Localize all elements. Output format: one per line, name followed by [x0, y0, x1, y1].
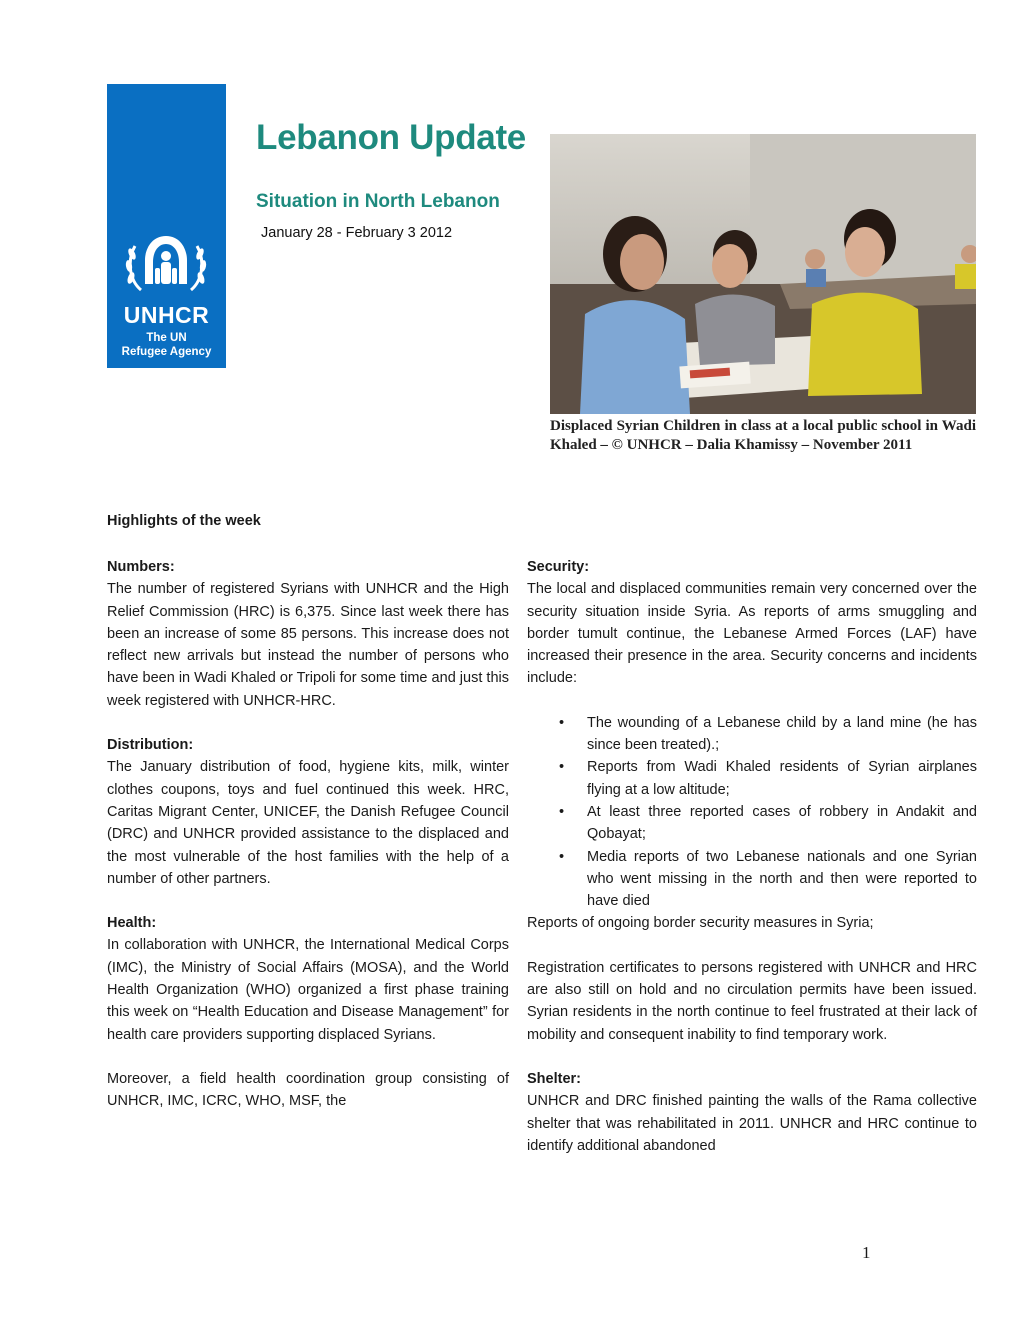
unhcr-logo — [107, 84, 226, 368]
shelter-text: UNHCR and DRC finished painting the walls of the Rama collective shelter that was rehabilitated in 2011. UNHCR and HRC continue to identify additional abandoned — [527, 1093, 977, 1154]
list-item: • The wounding of a Lebanese child by a land mine (he has since been treated).; — [587, 712, 977, 757]
health-heading: Health: — [107, 915, 157, 932]
list-item: • At least three reported cases of robbery in Andakit and Qobayat; — [587, 801, 977, 846]
security-heading: Security: — [527, 559, 590, 575]
unhcr-emblem-icon — [121, 230, 211, 298]
page-subtitle: Situation in North Lebanon — [256, 191, 500, 212]
photo-caption: Displaced Syrian Children in class at a local public school in Wadi Khaled – © UNHCR – Dalia Khamissy – November 2011 — [550, 418, 976, 453]
list-item: • Reports from Wadi Khaled residents of Syrian airplanes flying at a low altitude; — [587, 756, 977, 801]
logo-name: UNHCR — [123, 302, 210, 328]
registration-text: Registration certificates to persons registered with UNHCR and HRC are also still on hold and no circulation permits have been issued. Syrian residents in the north continue to feel frustrated at their lack of mobility and consequent inability to find temporary work. — [527, 959, 977, 1043]
border-measures-text: Reports of ongoing border security measures in Syria; — [527, 915, 874, 932]
right-column — [527, 556, 977, 1157]
numbers-text: The number of registered Syrians with UNHCR and the High Relief Commission (HRC) is 6,375. Since last week there has been an increase of some 85 persons. This increase does not reflect new arrivals but instead the number of persons who have been in Wadi Khaled or Tripoli for some time and just this week registered with UNHCR-HRC. — [107, 581, 509, 709]
health-text: In collaboration with UNHCR, the International Medical Corps (IMC), the Ministry of Social Affairs (MOSA), and the World Health Organization (WHO) organized a first phase training this week on “Health Education and Disease Management” for health care providers supporting displaced Syrians. — [107, 937, 509, 1043]
logo-tagline-line2: Refugee Agency — [121, 346, 212, 358]
page-number: 1 — [862, 1243, 871, 1262]
shelter-heading: Shelter: — [527, 1070, 581, 1087]
numbers-heading: Numbers: — [107, 559, 175, 575]
list-item: • Media reports of two Lebanese nationals and one Syrian who went missing in the north and then were reported to have died — [587, 846, 977, 913]
security-text: The local and displaced communities remain very concerned over the security situation inside Syria. As reports of arms smuggling and border tumult continue, the Lebanese Armed Forces (LAF) have increased their presence in the area. Security concerns and incidents include: — [527, 581, 977, 687]
page-title: Lebanon Update — [256, 118, 526, 157]
classroom-photo — [550, 134, 976, 414]
logo-tagline-line1: The UN — [146, 332, 187, 344]
distribution-heading: Distribution: — [107, 737, 194, 754]
distribution-text: The January distribution of food, hygiene kits, milk, winter clothes coupons, toys and fuel continued this week. HRC, Caritas Migrant Center, UNICEF, the Danish Refugee Council (DRC) and UNHCR provided assistance to the displaced and the most vulnerable of the host families with the help of a number of other partners. — [107, 759, 509, 887]
health-text-continued: Moreover, a field health coordination group consisting of UNHCR, IMC, ICRC, WHO, MSF, the — [107, 1070, 509, 1110]
left-column — [107, 556, 509, 1113]
highlights-heading: Highlights of the week — [107, 513, 261, 529]
security-incidents-list — [527, 712, 977, 913]
report-dates: January 28 - February 3 2012 — [261, 225, 453, 241]
